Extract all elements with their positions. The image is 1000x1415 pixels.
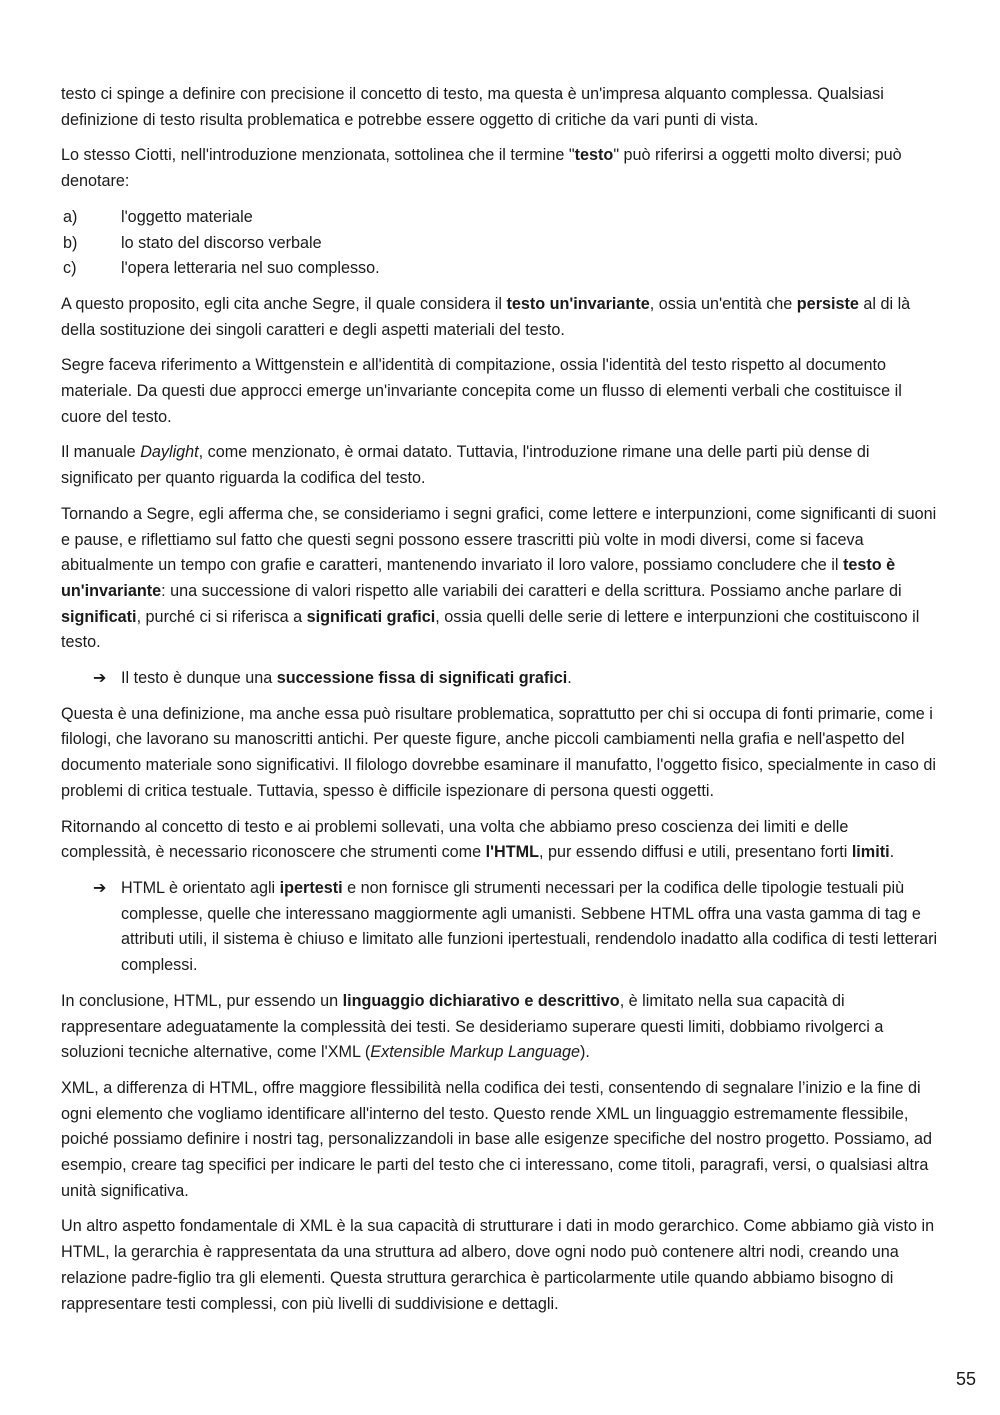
arrow-bullet-testo: ➔ Il testo è dunque una successione fissa di significati grafici.	[61, 666, 941, 692]
paragraph-text-definition: testo ci spinge a definire con precisione il concetto di testo, ma questa è un'impresa alquanto complessa. Qualsiasi definizione di testo risulta problematica e potrebbe essere oggetto di critiche da vari punti di vista.	[61, 85, 884, 129]
list-item: a) l'oggetto materiale	[63, 207, 253, 226]
paragraph-xml-flessibilita: XML, a differenza di HTML, offre maggiore flessibilità nella codifica dei testi, consentendo di segnalare l’inizio e la fine di ogni elemento che vogliamo identificare all'interno del testo. Questo rende XML un linguaggio estremamente flessibile, poiché possiamo definire i nostri tag, personalizzandoli in base alle esigenze specifiche del nostro progetto. Possiamo, ad esempio, creare tag specifici per indicare le parti del testo che ci interessano, come titoli, paragrafi, versi, o qualsiasi altra unità significativa.	[61, 1078, 933, 1200]
document-page	[61, 82, 941, 1327]
paragraph-conclusione: In conclusione, HTML, pur essendo un linguaggio dichiarativo e descrittivo, è limitato nella sua capacità di rappresentare adeguatamente la complessità dei testi. Se desideriamo superare questi limiti, dobbiamo rivolgerci a soluzioni tecniche alternative, come l'XML (Extensible Markup Language).	[61, 991, 884, 1062]
list-item: b) lo stato del discorso verbale	[63, 233, 322, 252]
paragraph-html-limits: Ritornando al concetto di testo e ai problemi sollevati, una volta che abbiamo preso coscienza dei limiti e delle complessità, è necessario riconoscere che strumenti come l'HTML, pur essendo diffusi e utili, presentano forti limiti.	[61, 817, 895, 862]
paragraph-ciotti: Lo stesso Ciotti, nell'introduzione menzionata, sottolinea che il termine "testo" può riferirsi a oggetti molto diversi; può denotare:	[61, 146, 902, 191]
denotation-list	[61, 205, 941, 282]
paragraph-xml-gerarchia: Un altro aspetto fondamentale di XML è la sua capacità di strutturare i dati in modo gerarchico. Come abbiamo già visto in HTML, la gerarchia è rappresentata da una struttura ad albero, dove ogni nodo può contenere altri nodi, creando una relazione padre-figlio tra gli elementi. Questa struttura gerarchica è particolarmente utile quando abbiamo bisogno di rappresentare testi complessi, con più livelli di suddivisione e dettagli.	[61, 1217, 935, 1313]
arrow-bullet-html: ➔ HTML è orientato agli ipertesti e non fornisce gli strumenti necessari per la codifica delle tipologie testuali più complesse, quelle che interessano maggiormente agli umanisti. Sebbene HTML offra una vasta gamma di tag e attributi utili, il sistema è chiuso e limitato alle funzioni ipertestuali, rendendolo inadatto alla codifica di testi letterari complessi.	[61, 876, 941, 979]
paragraph-wittgenstein: Segre faceva riferimento a Wittgenstein e all'identità di compitazione, ossia l'identità del testo rispetto al documento materiale. Da questi due approcci emerge un'invariante concepita come un flusso di elementi verbali che costituisce il cuore del testo.	[61, 356, 902, 426]
right-arrow-icon: ➔	[93, 879, 107, 897]
paragraph-filologi: Questa è una definizione, ma anche essa può risultare problematica, soprattutto per chi si occupa di fonti primarie, come i filologi, che lavorano su manoscritti antichi. Per queste figure, anche piccoli cambiamenti nella grafia e nell'aspetto del documento materiale sono significativi. Il filologo dovrebbe esaminare il manufatto, l'oggetto fisico, specialmente in caso di problemi di critica testuale. Tuttavia, spesso è difficile ispezionare di persona questi oggetti.	[61, 704, 936, 800]
right-arrow-icon: ➔	[93, 670, 107, 688]
page-number: 55	[955, 1369, 976, 1389]
list-item: c) l'opera letteraria nel suo complesso.	[63, 259, 380, 278]
paragraph-daylight: Il manuale Daylight, come menzionato, è ormai datato. Tuttavia, l'introduzione rimane una delle parti più dense di significato per quanto riguarda la codifica del testo.	[61, 443, 870, 488]
paragraph-segni-grafici: Tornando a Segre, egli afferma che, se consideriamo i segni grafici, come lettere e interpunzioni, come significanti di suoni e pause, e riflettiamo sul fatto che questi segni possono essere trascritti più volte in modi diversi, come si faceva abitualmente un tempo con grafie e caratteri, mantenendo invariato il loro valore, possiamo concludere che il testo è un'invariante: una successione di valori rispetto alle variabili dei caratteri e della scrittura. Possiamo anche parlare di significati, purché ci si riferisca a significati grafici, ossia quelli delle serie di lettere e interpunzioni che costituiscono il testo.	[61, 504, 937, 652]
paragraph-segre-invariant: A questo proposito, egli cita anche Segre, il quale considera il testo un'invariante, ossia un'entità che persiste al di là della sostituzione dei singoli caratteri e degli aspetti materiali del testo.	[61, 294, 911, 339]
